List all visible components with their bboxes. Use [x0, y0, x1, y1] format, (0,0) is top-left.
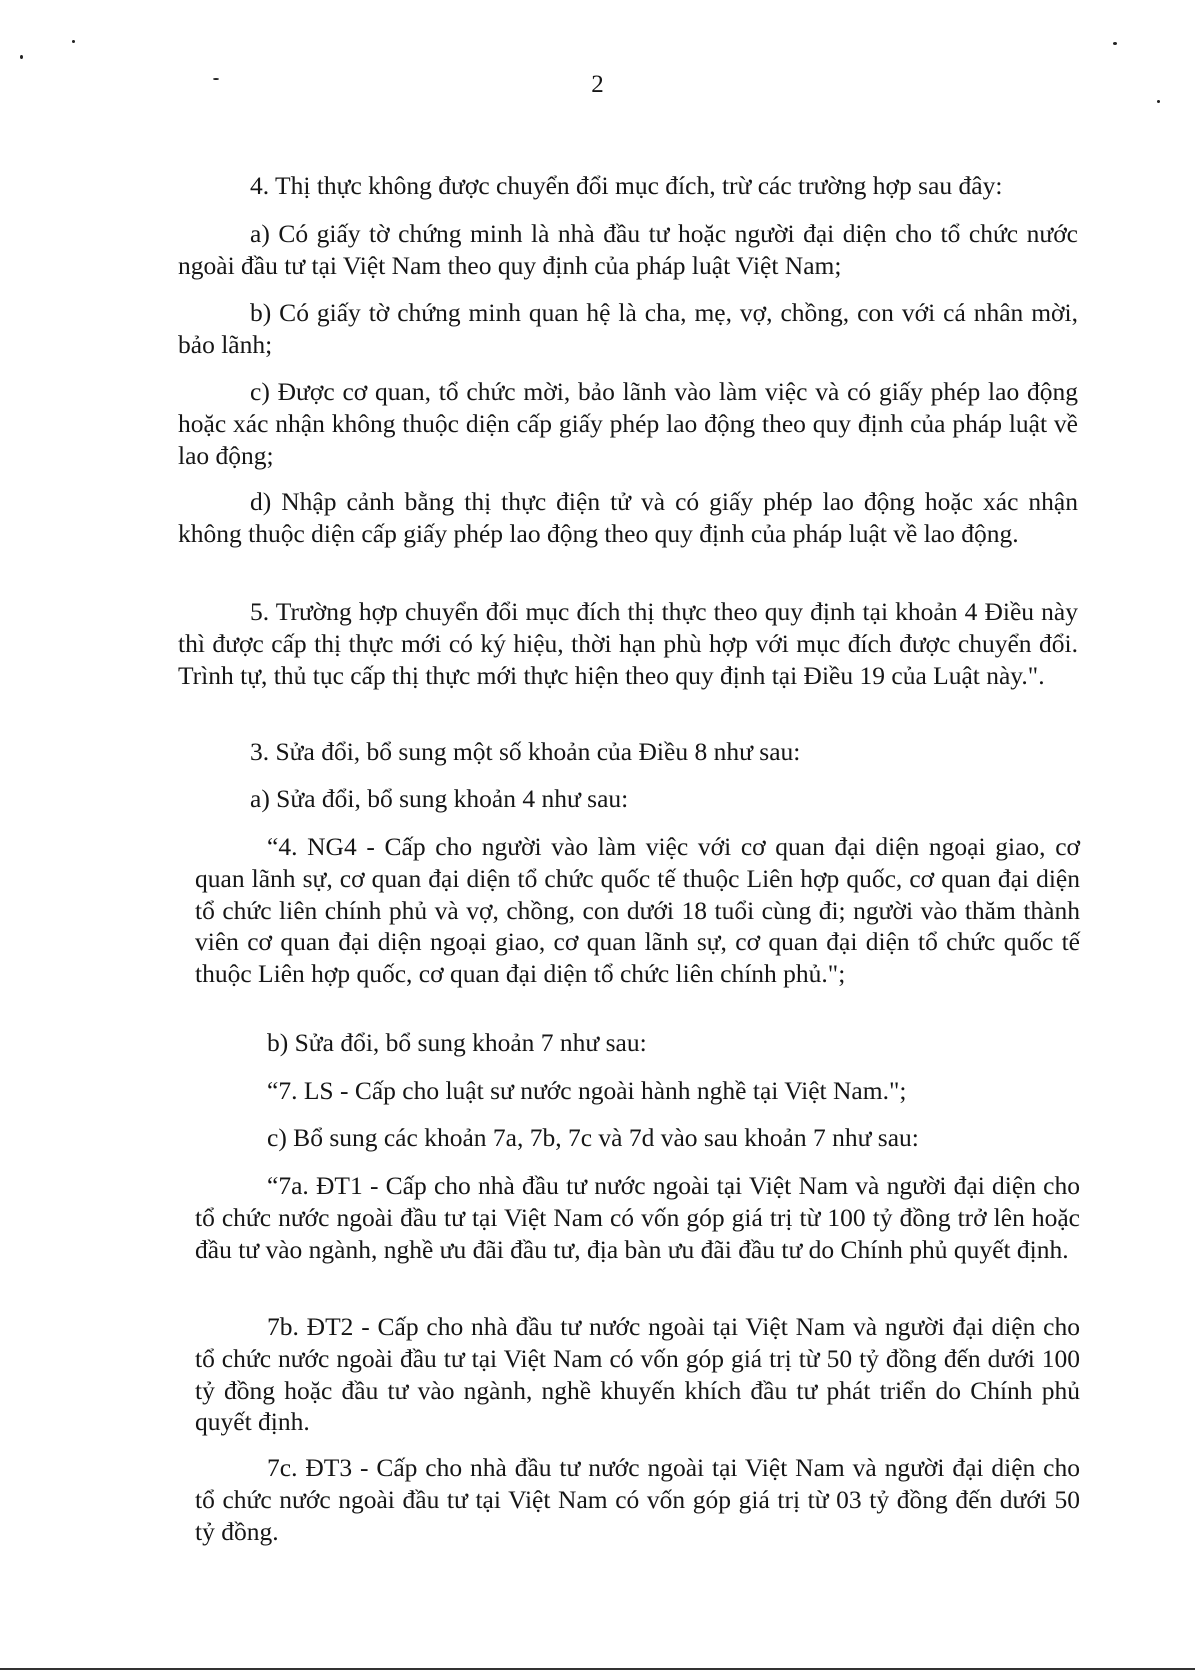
paragraph-amend-clause-4: a) Sửa đổi, bổ sung khoản 4 như sau:: [250, 784, 629, 813]
scan-speck: [1113, 42, 1117, 45]
paragraph-dt3: 7c. ĐT3 - Cấp cho nhà đầu tư nước ngoài tại Việt Nam và người đại diện cho tổ chức nước ngoài đầu tư tại Việt Nam có vốn góp giá trị từ 03 tỷ đồng đến dưới 50 tỷ đồng.: [195, 1453, 1080, 1546]
paragraph-clause-4: 4. Thị thực không được chuyển đổi mục đích, trừ các trường hợp sau đây:: [250, 171, 1003, 200]
scan-speck: [213, 78, 219, 80]
paragraph-ng4: “4. NG4 - Cấp cho người vào làm việc với cơ quan đại diện ngoại giao, cơ quan lãnh sự, cơ quan đại diện tổ chức quốc tế thuộc Liên hợp quốc, cơ quan đại diện tổ chức liên chính phủ và vợ, chồng, con dưới 18 tuổi cùng đi; người vào thăm thành viên cơ quan đại diện ngoại giao, cơ quan lãnh sự, cơ quan đại diện tổ chức quốc tế thuộc Liên hợp quốc, cơ quan đại diện tổ chức liên chính phủ.";: [195, 832, 1080, 989]
paragraph-article-8-intro: 3. Sửa đổi, bổ sung một số khoản của Điều 8 như sau:: [250, 737, 801, 766]
paragraph-clause-4a: a) Có giấy tờ chứng minh là nhà đầu tư hoặc người đại diện cho tổ chức nước ngoài đầu tư tại Việt Nam theo quy định của pháp luật Việt Nam;: [178, 219, 1078, 280]
paragraph-clause-4c: c) Được cơ quan, tổ chức mời, bảo lãnh vào làm việc và có giấy phép lao động hoặc xác nhận không thuộc diện cấp giấy phép lao động theo quy định của pháp luật về lao động;: [178, 377, 1078, 470]
page-number: 2: [591, 71, 604, 98]
paragraph-dt1: “7a. ĐT1 - Cấp cho nhà đầu tư nước ngoài tại Việt Nam và người đại diện cho tổ chức nước ngoài đầu tư tại Việt Nam có vốn góp giá trị từ 100 tỷ đồng trở lên hoặc đầu tư vào ngành, nghề ưu đãi đầu tư, địa bàn ưu đãi đầu tư do Chính phủ quyết định.: [195, 1171, 1080, 1264]
paragraph-ls: “7. LS - Cấp cho luật sư nước ngoài hành nghề tại Việt Nam.";: [267, 1076, 907, 1105]
scan-speck: [72, 40, 75, 43]
paragraph-add-clauses: c) Bổ sung các khoản 7a, 7b, 7c và 7d vào sau khoản 7 như sau:: [267, 1123, 919, 1152]
paragraph-amend-clause-7: b) Sửa đổi, bổ sung khoản 7 như sau:: [267, 1028, 647, 1057]
paragraph-dt2: 7b. ĐT2 - Cấp cho nhà đầu tư nước ngoài tại Việt Nam và người đại diện cho tổ chức nước ngoài đầu tư tại Việt Nam có vốn góp giá trị từ 50 tỷ đồng đến dưới 100 tỷ đồng hoặc đầu tư vào ngành, nghề khuyến khích đầu tư phát triển do Chính phủ quyết định.: [195, 1312, 1080, 1437]
scan-speck: [20, 55, 23, 59]
paragraph-clause-5: 5. Trường hợp chuyển đổi mục đích thị thực theo quy định tại khoản 4 Điều này thì được cấp thị thực mới có ký hiệu, thời hạn phù hợp với mục đích được chuyển đổi. Trình tự, thủ tục cấp thị thực mới thực hiện theo quy định tại Điều 19 của Luật này.".: [178, 597, 1078, 690]
paragraph-clause-4d: d) Nhập cảnh bằng thị thực điện tử và có giấy phép lao động hoặc xác nhận không thuộc diện cấp giấy phép lao động theo quy định của pháp luật về lao động.: [178, 487, 1078, 548]
paragraph-clause-4b: b) Có giấy tờ chứng minh quan hệ là cha, mẹ, vợ, chồng, con với cá nhân mời, bảo lãnh;: [178, 298, 1078, 359]
bottom-edge-rule: [0, 1668, 1195, 1670]
scan-speck: [1157, 100, 1160, 103]
